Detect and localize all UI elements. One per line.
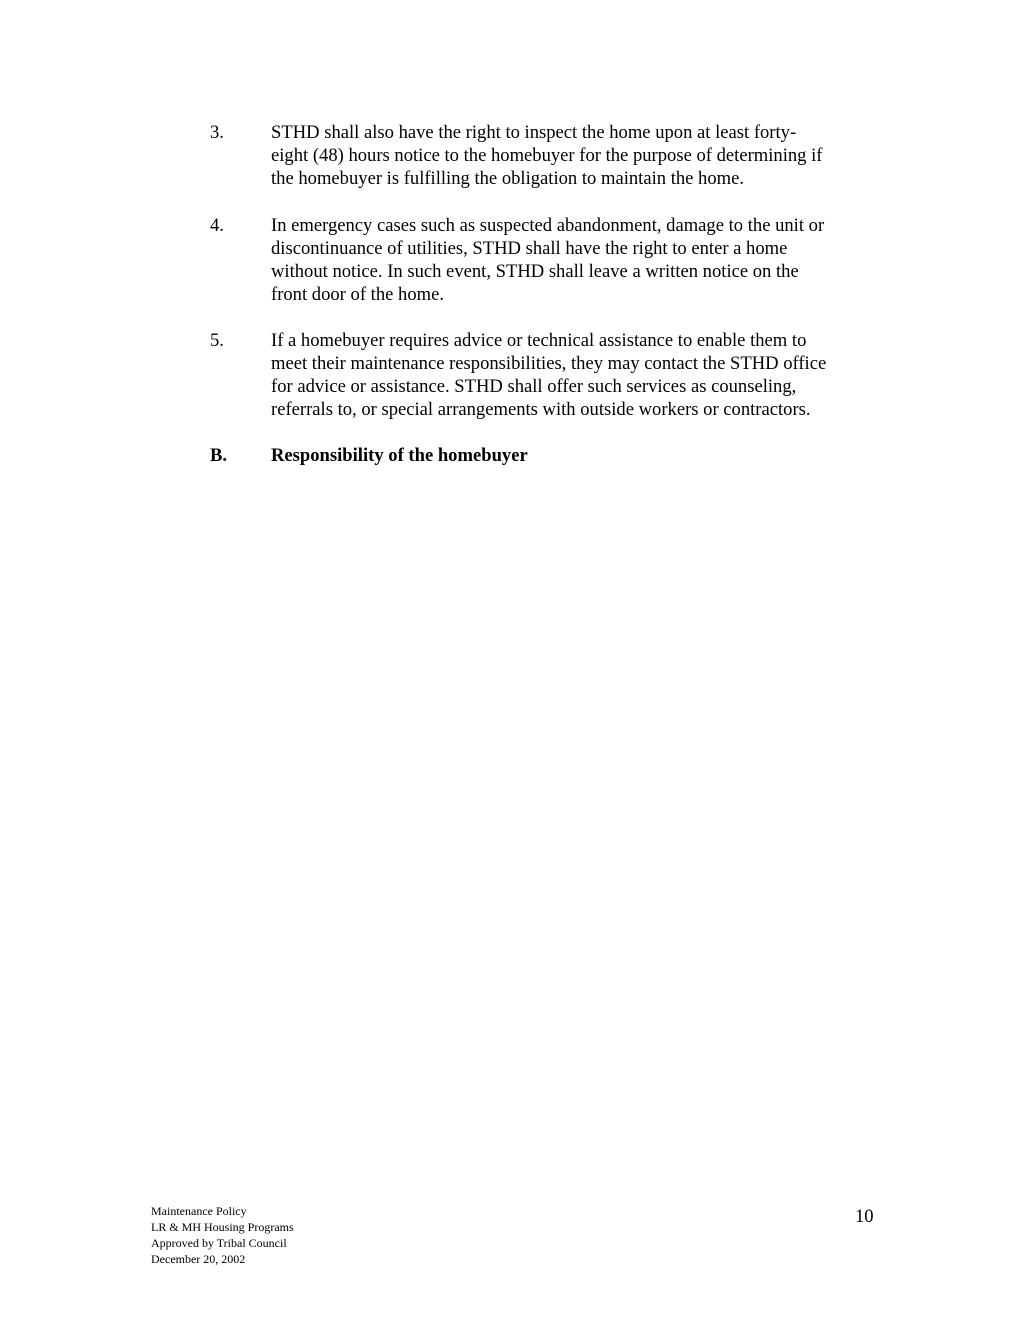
item-number: 3. bbox=[210, 122, 224, 143]
footer-line: LR & MH Housing Programs bbox=[151, 1220, 294, 1234]
page-number: 10 bbox=[855, 1206, 874, 1227]
text-line: without notice. In such event, STHD shall leave a written notice on the bbox=[271, 261, 799, 282]
footer-line: Maintenance Policy bbox=[151, 1204, 247, 1218]
text-line: front door of the home. bbox=[271, 284, 444, 305]
text-line: for advice or assistance. STHD shall offer such services as counseling, bbox=[271, 376, 797, 397]
footer-line: Approved by Tribal Council bbox=[151, 1236, 287, 1250]
list-item-5 bbox=[210, 329, 890, 421]
section-heading bbox=[210, 444, 890, 467]
footer bbox=[151, 1203, 294, 1267]
item-text bbox=[271, 214, 881, 306]
text-line: STHD shall also have the right to inspect the home upon at least forty- bbox=[271, 122, 797, 143]
section-title: Responsibility of the homebuyer bbox=[271, 445, 528, 466]
footer-line: December 20, 2002 bbox=[151, 1252, 246, 1266]
item-number: 4. bbox=[210, 215, 224, 236]
item-text bbox=[271, 329, 881, 421]
text-line: the homebuyer is fulfilling the obligation to maintain the home. bbox=[271, 168, 745, 189]
text-line: referrals to, or special arrangements with outside workers or contractors. bbox=[271, 399, 811, 420]
section-letter: B. bbox=[210, 445, 228, 466]
text-line: In emergency cases such as suspected abandonment, damage to the unit or bbox=[271, 215, 825, 236]
text-line: If a homebuyer requires advice or technical assistance to enable them to bbox=[271, 330, 807, 351]
text-line: eight (48) hours notice to the homebuyer for the purpose of determining if bbox=[271, 145, 823, 166]
text-line: discontinuance of utilities, STHD shall have the right to enter a home bbox=[271, 238, 788, 259]
list-item-3 bbox=[210, 121, 890, 190]
list-item-4 bbox=[210, 214, 890, 306]
item-number: 5. bbox=[210, 330, 224, 351]
item-text bbox=[271, 121, 881, 190]
text-line: meet their maintenance responsibilities, they may contact the STHD office bbox=[271, 353, 827, 374]
